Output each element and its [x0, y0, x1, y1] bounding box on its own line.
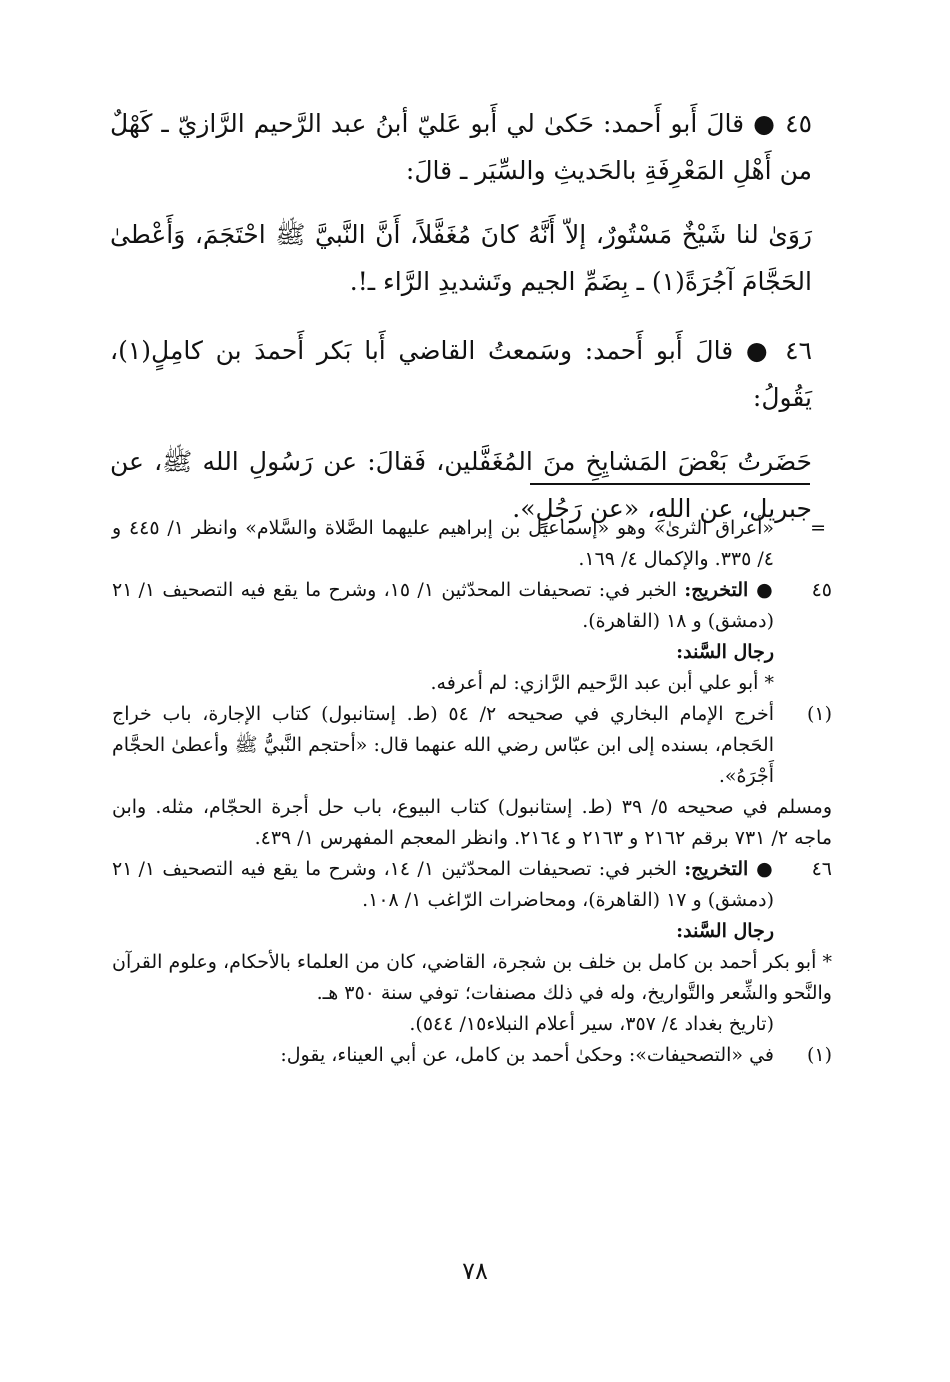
footnote-text: في «التصحيفات»: وحكىٰ أحمد بن كامل، عن أبي العيناء، يقول:	[280, 1044, 774, 1066]
page-number: ٧٨	[462, 1257, 488, 1285]
footnote-text-continued: ومسلم في صحيحه ٥/ ٣٩ (ط. إستانبول) كتاب البيوع، باب حل أجرة الحجّام، مثله. وابن ماجه ٢/ ٧٣١ برقم ٢١٦٢ و ٢١٦٣ و ٢١٦٤. وانظر المعجم المفهرس ١/ ٤٣٩.	[112, 796, 832, 849]
paragraph-45-narration: رَوَىٰ لنا شَيْخٌ مَسْتُورٌ، إلاّ أَنَّهُ كانَ مُغَفَّلاً، أَنَّ النَّبيَّ ﷺ احْتَجَمَ، وَأَعْطىٰ الحَجَّامَ آجُرَةً(١) ـ بِضَمِّ الجيم وتَشديدِ الرَّاء ـ!.	[110, 220, 812, 296]
footnote-45	[112, 575, 832, 637]
paragraph-45-intro: ٤٥ ● قالَ أَبو أَحمد: حَكىٰ لي أَبو عَليّ أبنُ عبد الرَّحيم الرَّازيّ ـ كَهْلٌ من أَهْلِ المَعْرِفَةِ بالحَديثِ والسِّيَر ـ قالَ:	[110, 109, 812, 185]
takhrij-label: ● التخريج:	[684, 579, 775, 601]
footnote-text: الخبر في: تصحيفات المحدّثين ١/ ١٤، وشرح ما يقع فيه التصحيف ١/ ٢١ (دمشق) و ١٧ (القاهرة)، ومحاضرات الرّاغب ١/ ١٠٨.	[112, 858, 774, 911]
rijal-heading: رجال السَّند:	[676, 920, 774, 942]
rijal-heading: رجال السَّند:	[676, 641, 774, 663]
rijal-entry: * أبو علي أبن عبد الرَّحيم الرَّازي: لم أعرفه.	[430, 672, 774, 694]
paragraph-46-narration: حَضَرتُ بَعْضَ المَشايِخِ منَ المُغَفَّلين، فَقالَ: عن رَسُولِ الله ﷺ، عن جبريل، عن اللهِ، «عن رَجُلٍ».	[110, 447, 812, 523]
footnote-1	[112, 699, 832, 792]
footnote-46	[112, 854, 832, 916]
footnote-text: أخرج الإمام البخاري في صحيحه ٢/ ٥٤ (ط. إستانبول) كتاب الإجارة، باب خراج الحَجام، بسنده إلى ابن عبّاس رضي الله عنهما قال: «أحتجم النَّبيُّ ﷺ وأعطىٰ الحجَّام أَجْرَهُ».	[112, 703, 774, 787]
continuation-marker: =	[810, 517, 826, 539]
paragraph-46-intro: ٤٦ ● قالَ أَبو أَحمد: وسَمعتُ القاضي أَبا بَكر أَحمدَ بن كامِلٍ(١)، يَقُولُ:	[110, 336, 812, 412]
footnote-marker: ٤٥	[811, 579, 832, 601]
main-text	[110, 100, 812, 549]
footnote-marker: ٤٦	[811, 858, 832, 880]
footnotes	[112, 513, 832, 1071]
rijal-entry: * أبو بكر أحمد بن كامل بن خلف بن شجرة، القاضي، كان من العلماء بالأحكام، وعلوم القرآن والنَّحو والشِّعر والتَّواريخ، وله في ذلك مصنفات؛ توفي سنة ٣٥٠ هـ.	[112, 951, 832, 1004]
footnote-marker: (١)	[806, 703, 832, 725]
footnote-1-second	[112, 1040, 832, 1071]
footnote-marker: (١)	[806, 1044, 832, 1066]
rijal-references: (تاريخ بغداد ٤/ ٣٥٧، سير أعلام النبلاء١٥/ ٥٤٤).	[409, 1013, 774, 1035]
footnote-separator	[530, 483, 810, 485]
footnote-text: «أعراق الثرىٰ» وهو «إسماعيل بن إبراهيم عليهما الصَّلاة والسَّلام» وانظر ١/ ٤٤٥ و ٤/ ٣٣٥. والإكمال ٤/ ١٦٩.	[112, 517, 774, 570]
footnote-continuation	[112, 513, 832, 575]
footnote-text: الخبر في: تصحيفات المحدّثين ١/ ١٥، وشرح ما يقع فيه التصحيف ١/ ٢١ (دمشق) و ١٨ (القاهرة).	[112, 579, 774, 632]
takhrij-label: ● التخريج:	[684, 858, 775, 880]
